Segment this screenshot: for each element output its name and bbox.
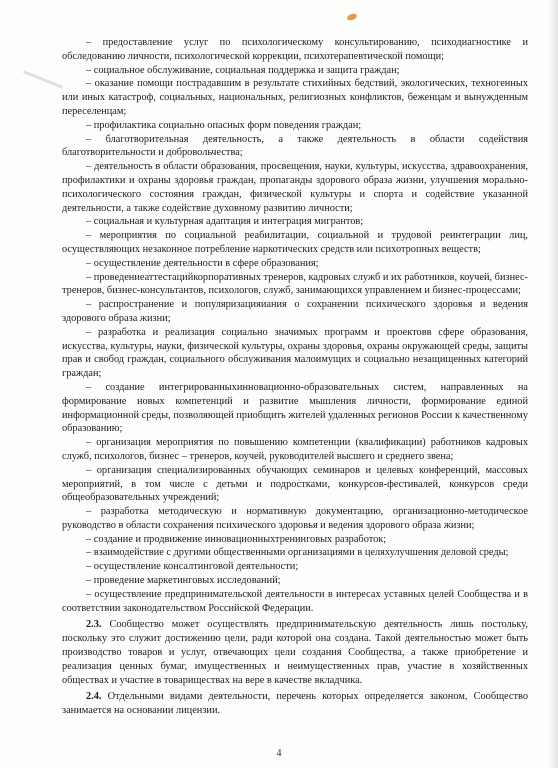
- section-2-4: [62, 690, 528, 718]
- section-number: 2.3.: [86, 619, 102, 631]
- ink-stain-mark: [346, 12, 357, 21]
- list-item: – социальная и культурная адаптация и интеграция мигрантов;: [86, 216, 364, 228]
- section-text: Сообщество может осуществлять предпринимательскую деятельность лишь постольку, поскольку это служит достижению цели, ради которой она создана. Такой деятельностью может быть производство товаров и услуг, отвечающих цели создания Сообщества, а также приобретение и реализация ценных бумаг, имущественных и неимущественных прав, участие в хозяйственных обществах и участие в товариществах на вере в качестве вкладчика.: [62, 619, 528, 686]
- section-number: 2.4.: [86, 691, 102, 703]
- list-item: – осуществление деятельности в сфере образования;: [86, 257, 319, 269]
- document-body: [62, 36, 528, 718]
- section-2-3: [62, 618, 528, 687]
- list-item: – осуществление консалтинговой деятельности;: [86, 561, 299, 573]
- list-item: – распространение и популяризацияиания о сохранении психического здоровья и ведения здорового образа жизни;: [62, 299, 528, 324]
- section-text: Отдельными видами деятельности, перечень которых определяется законом, Сообщество занимается на основании лицензии.: [62, 691, 528, 717]
- list-item: – осуществление предпринимательской деятельности в интересах уставных целей Сообщества и в соответствии законодательством Российской Федерации.: [62, 588, 528, 614]
- list-item: – разработка методическую и нормативную документацию, организационно-методическое руководство в области сохранения психического здоровья и ведения здорового образа жизни;: [62, 506, 528, 531]
- list-item: – взаимодействие с другими общественными организациями в целяхулучшения деловой среды;: [86, 547, 509, 559]
- list-item: – организация специализированных обучающих семинаров и целевых конференций, массовых мероприятий, в том числе с детьми и подростками, конкурсов-фестивалей, конкурсов среди общеобразовательных учреждений;: [62, 464, 528, 504]
- list-item: – оказание помощи пострадавшим в результате стихийных бедствий, экологических, техногенных или иных катастроф, социальных, национальных, религиозных конфликтов, беженцам и вынужденным переселенцам;: [62, 78, 528, 117]
- scan-mark: [23, 70, 63, 89]
- page-number: 4: [276, 748, 282, 759]
- list-item: – предоставление услуг по психологическому консультированию, психодиагностике и обследованию личности, психологической коррекции, психотерапевтической помощи;: [62, 37, 528, 62]
- page-edge-shadow: [548, 0, 558, 768]
- list-item: – деятельность в области образования, просвещения, науки, культуры, искусства, здравоохранения, профилактики и охраны здоровья граждан, пропаганды здорового образа жизни, улучшения морально-психологического состояния граждан, физической культуры и спорта и содействие указанной деятельности, а также содействие духовному развитию личности;: [62, 161, 528, 214]
- list-item: – благотворительная деятельность, а также деятельность в области содействия благотворительности и добровольчества;: [62, 133, 528, 159]
- list-item: – создание интегрированныхинновационно-образовательных систем, направленных на формирование новых компетенций и развитие мышления личности, формирование единой информационной среды, позволяющей приобщить жителей удаленных регионов России к качественному образованию;: [62, 381, 528, 435]
- list-item: – социальное обслуживание, социальная поддержка и защита граждан;: [86, 64, 400, 76]
- list-item: – профилактика социально опасных форм поведения граждан;: [86, 119, 362, 131]
- list-item: – создание и продвижение инновационныхтренинговых разработок;: [86, 533, 387, 545]
- list-item: – мероприятия по социальной реабилитации, социальной и трудовой реинтеграции лиц, осуществляющих незаконное потребление наркотических средств или психотропных веществ;: [62, 230, 528, 255]
- list-item: – проведениеаттестацийкорпоративных тренеров, кадровых служб и их работников, коучей, бизнес-тренеров, бизнес-консультантов, психологов, служб, занимающихся управлением и бизнес-процессами;: [62, 271, 528, 297]
- list-item: – проведение маркетинговых исследований;: [86, 575, 281, 587]
- list-item: – организация мероприятия по повышению компетенции (квалификации) работников кадровых служб, психологов, бизнес – тренеров, коучей, руководителей высшего и среднего звена;: [62, 437, 528, 462]
- list-item: – разработка и реализация социально значимых программ и проектовв сфере образования, искусства, культуры, науки, физической культуры, охраны здоровья, охраны окружающей среды, защиты прав и свобод граждан, социального обслуживания малоимущих и социально незащищенных категорий граждан;: [62, 326, 528, 380]
